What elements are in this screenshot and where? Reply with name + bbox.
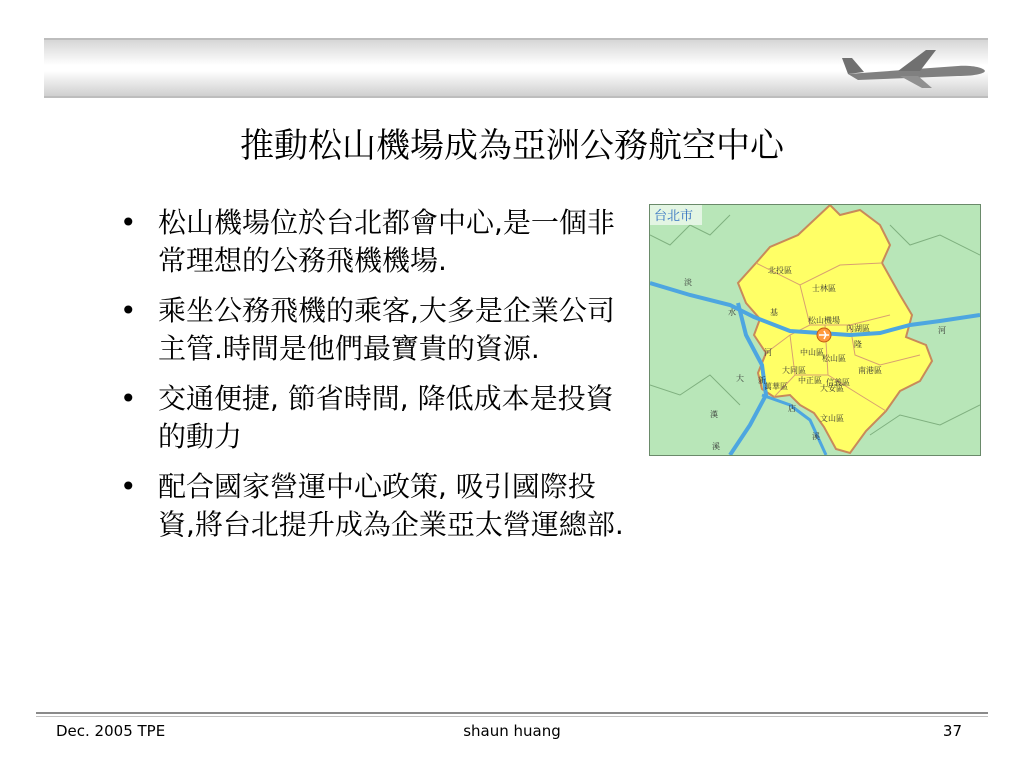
- district-label: 士林區: [812, 284, 836, 293]
- river-label: 新: [758, 376, 766, 385]
- footer-date: Dec. 2005 TPE: [56, 722, 166, 740]
- airplane-icon: [838, 44, 988, 90]
- footer-divider: [36, 712, 988, 714]
- river-label: 溪: [712, 442, 720, 451]
- district-label: 松山區: [822, 354, 846, 363]
- bullet-text: 松山機場位於台北都會中心,是一個非常理想的公務飛機機場.: [158, 206, 615, 277]
- bullet-text: 配合國家營運中心政策, 吸引國際投資,將台北提升成為企業亞太營運總部.: [158, 470, 624, 541]
- district-label: 萬華區: [764, 382, 788, 391]
- district-label: 信義區: [826, 378, 850, 387]
- river-label: 漢: [710, 410, 718, 419]
- taipei-map: [649, 204, 981, 456]
- district-label: 中正區: [798, 376, 822, 385]
- district-label: 內湖區: [846, 324, 870, 333]
- district-label: 大安區: [820, 384, 844, 393]
- bullet-marker: •: [120, 470, 137, 503]
- river-label: 水: [728, 308, 736, 317]
- district-label: 大同區: [782, 366, 806, 375]
- list-item: [120, 292, 630, 368]
- river-label: 大: [736, 374, 744, 383]
- river-label: 溪: [812, 432, 820, 441]
- district-label: 中山區: [800, 348, 824, 357]
- district-label: 北投區: [768, 266, 792, 275]
- river-label: 隆: [854, 340, 862, 349]
- list-item: [120, 380, 630, 456]
- river-label: 河: [764, 348, 772, 357]
- slide-title: 推動松山機場成為亞洲公務航空中心: [240, 126, 784, 166]
- bullet-marker: •: [120, 294, 137, 327]
- bullet-list: [120, 204, 630, 556]
- airport-label: 松山機場: [808, 316, 840, 325]
- slide-number: 37: [942, 722, 962, 740]
- river-label: 淡: [684, 278, 692, 287]
- bullet-marker: •: [120, 206, 137, 239]
- list-item: [120, 468, 630, 544]
- list-item: [120, 204, 630, 280]
- footer-author: shaun huang: [463, 722, 561, 740]
- footer-divider: [36, 716, 988, 717]
- district-label: 南港區: [858, 366, 882, 375]
- district-label: 文山區: [820, 414, 844, 423]
- bullet-text: 交通便捷, 節省時間, 降低成本是投資的動力: [158, 382, 614, 453]
- bullet-marker: •: [120, 382, 137, 415]
- river-label: 店: [788, 404, 796, 413]
- river-label: 基: [770, 308, 778, 317]
- city-label: 台北市: [654, 209, 694, 224]
- river-label: 河: [938, 326, 946, 335]
- airport-marker-icon: [817, 328, 831, 342]
- bullet-text: 乘坐公務飛機的乘客,大多是企業公司主管.時間是他們最寶貴的資源.: [158, 294, 615, 365]
